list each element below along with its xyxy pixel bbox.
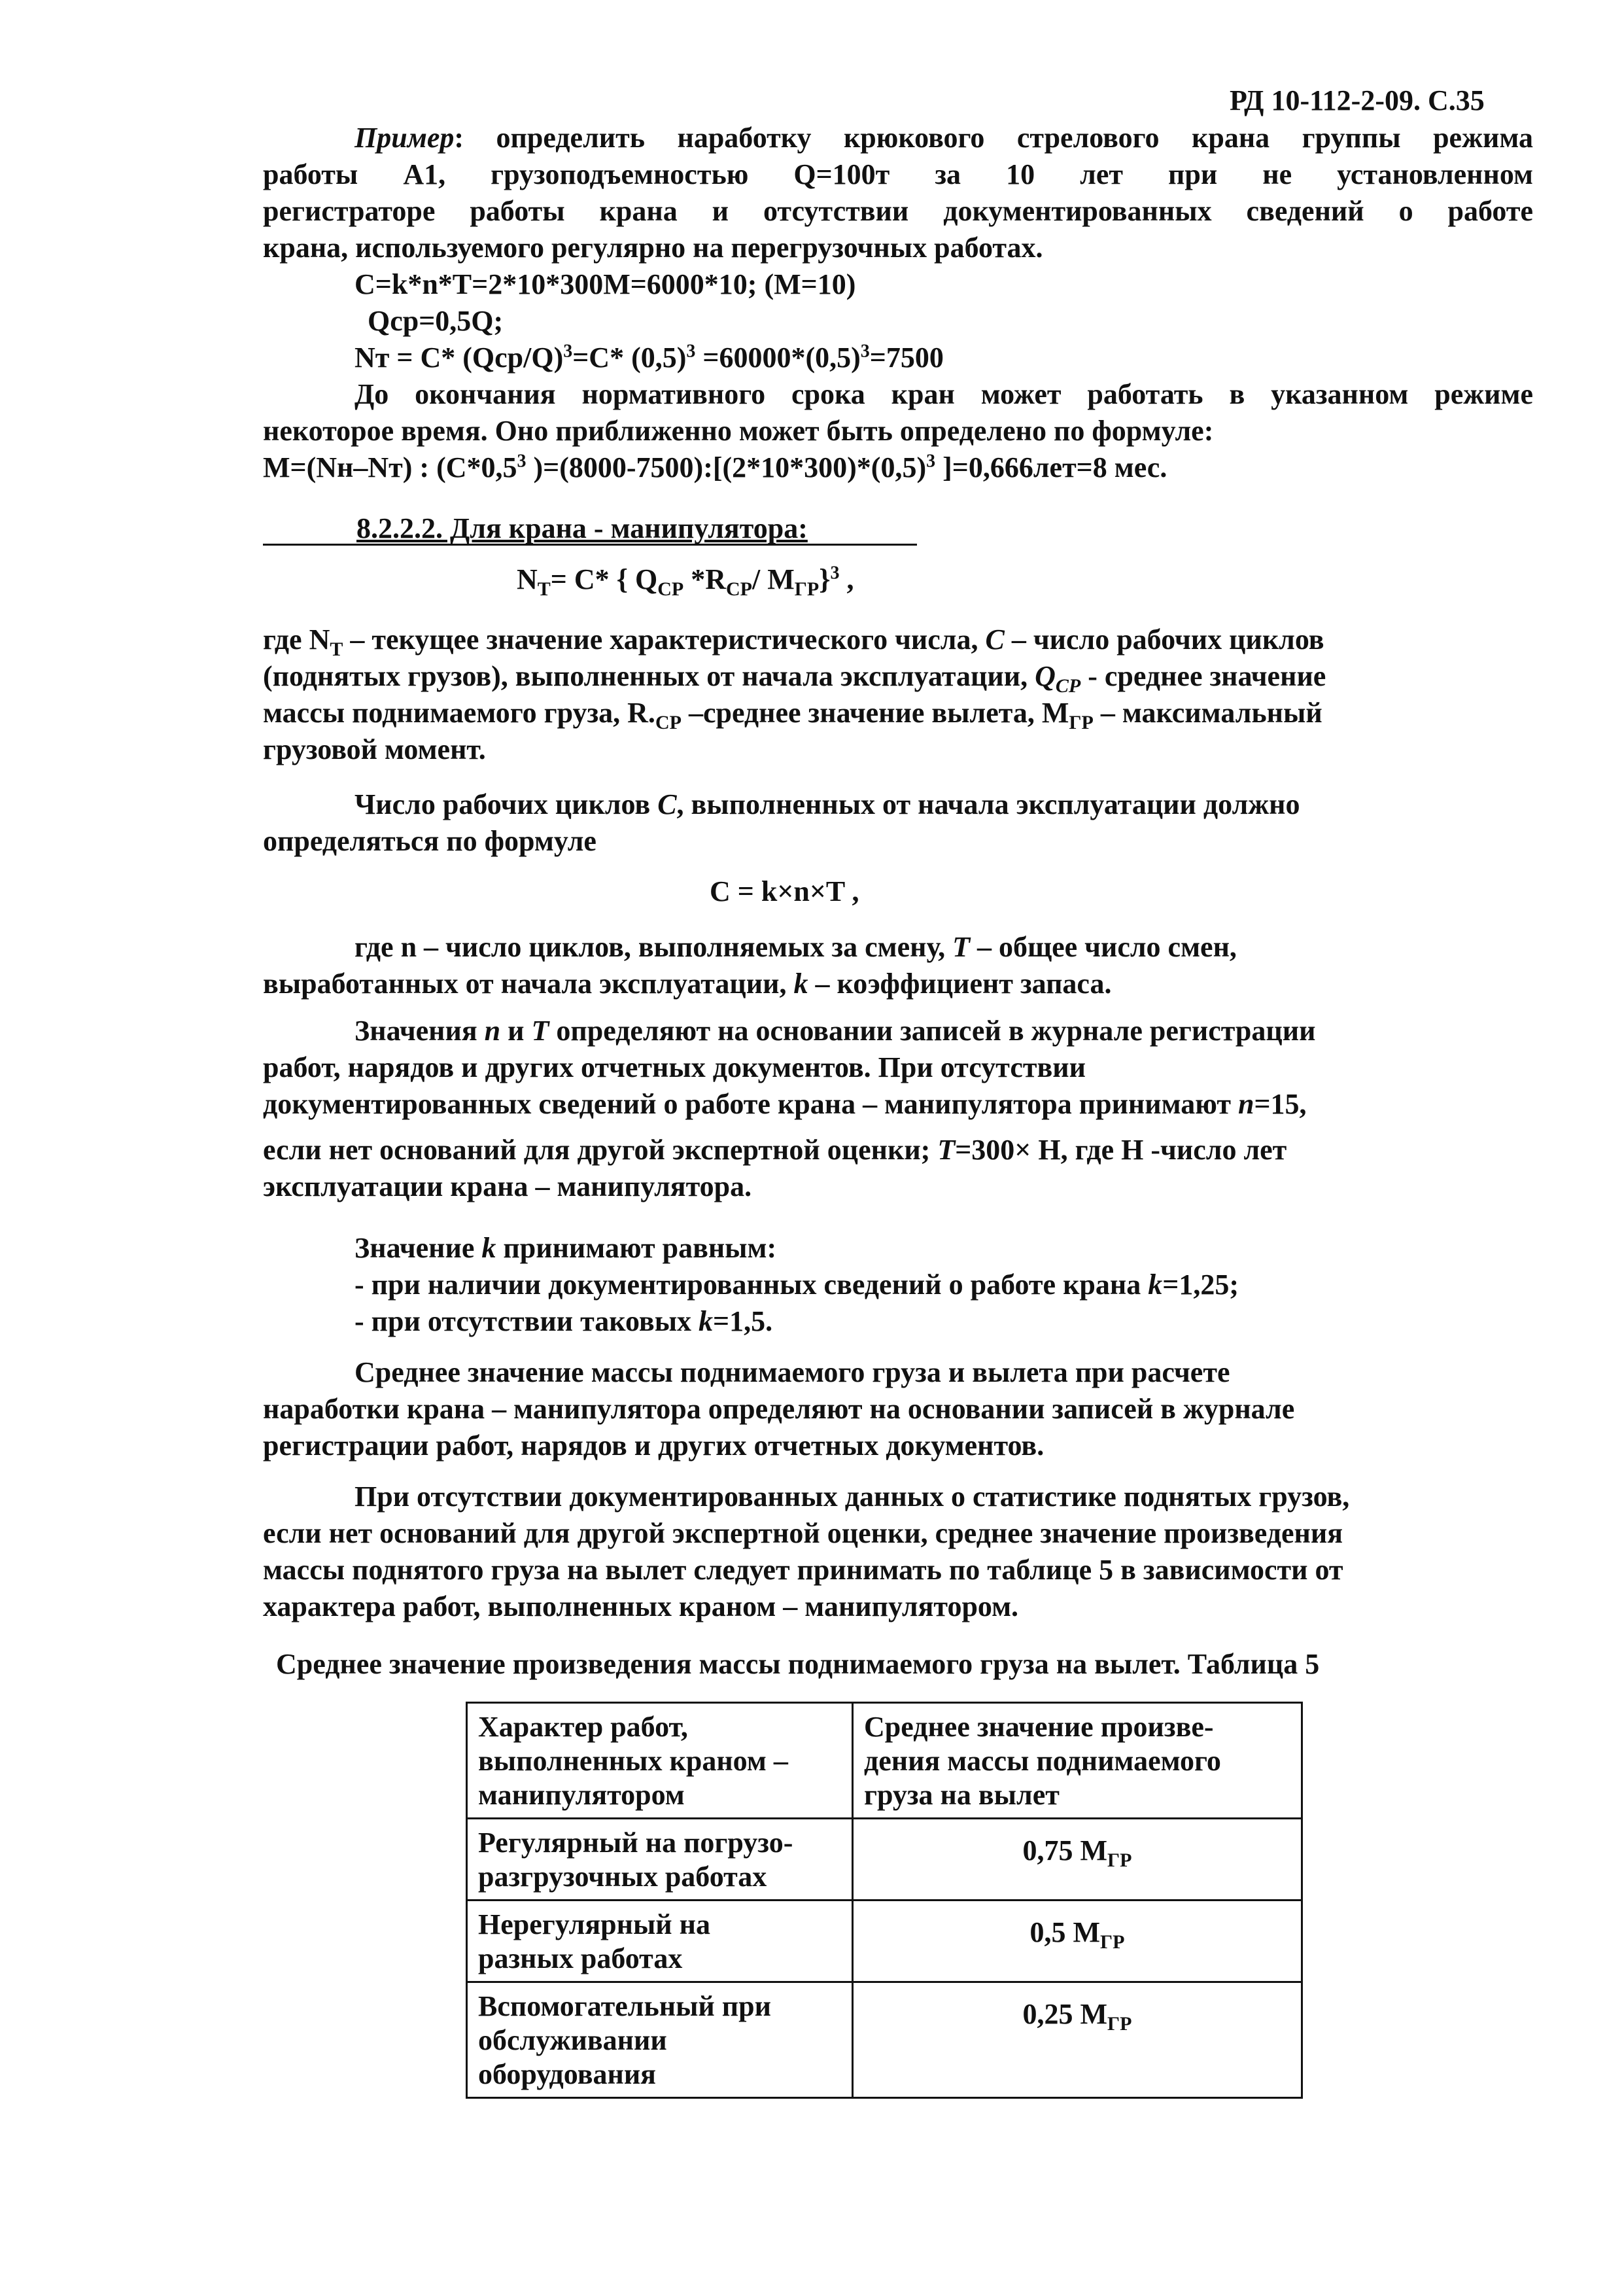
cycles-line-2: определяться по формуле (263, 825, 596, 857)
formula-nt: Nт = C* $(Qср/Q)^3=C*$ $(0,5)^3 =60000*(0,5)^3=7500$ (354, 341, 944, 374)
explanation-line-4: грузовой момент. (263, 733, 486, 765)
table-header-value: Среднее значение произве- дения массы поднимаемого груза на вылет (853, 1703, 1302, 1819)
example-paragraph (263, 120, 1533, 486)
example-line-2: работы А1, грузоподъемностью Q=100т за 10 лет при не установленном (263, 158, 1533, 190)
table-row (467, 1819, 1302, 1901)
table-cell-work: Вспомогательный при обслуживании оборудования (467, 1982, 853, 2098)
no-data-line-1: При отсутствии документированных данных о статистике поднятых грузов, (354, 1480, 1350, 1513)
explanation-line-2: (поднятых грузов), выполненных от начала эксплуатации, $Q_{CP}$ - среднее значение (263, 660, 1326, 697)
avg-mass-line-2: наработки крана – манипулятора определяют на основании записей в журнале (263, 1393, 1295, 1425)
avg-mass-line-3: регистрации работ, нарядов и других отчетных документов. (263, 1429, 1045, 1462)
cycles-where-line-1: где n – число циклов, выполняемых за смену, T – общее число смен, (354, 931, 1237, 963)
example-label: Пример (354, 122, 455, 154)
cycles-where-line-2: выработанных от начала эксплуатации, k – коэффициент запаса. (263, 968, 1112, 1000)
table-header-row (467, 1703, 1302, 1819)
cycles-formula: С = k×n×T , (710, 875, 859, 907)
values-line-4: если нет оснований для другой экспертной оценки; T=300× Н, где Н -число лет (263, 1134, 1287, 1166)
table-cell-value: 0,5 $М_{ГР}$ (853, 1901, 1302, 1982)
no-data-line-4: характера работ, выполненных краном – манипулятором. (263, 1590, 1019, 1622)
remaining-time-line-1: До окончания нормативного срока кран может работать в указанном режиме (354, 378, 1533, 410)
table-cell-value: 0,75 $М_{ГР}$ (853, 1819, 1302, 1901)
table-header-work: Характер работ, выполненных краном – манипулятором (467, 1703, 853, 1819)
remaining-time-line-2: некоторое время. Оно приближенно может быть определено по формуле: (263, 415, 1214, 447)
k-values-paragraph (263, 1230, 1533, 1340)
no-data-line-3: массы поднятого груза на вылет следует принимать по таблице 5 в зависимости от (263, 1554, 1343, 1586)
values-nt-paragraph (263, 1013, 1533, 1205)
k-line-2: - при наличии документированных сведений о работе крана k=1,25; (354, 1269, 1239, 1301)
k-line-3: - при отсутствии таковых k=1,5. (354, 1305, 773, 1337)
values-line-3: документированных сведений о работе крана – манипулятора принимают n=15, (263, 1088, 1307, 1120)
table-5 (466, 1702, 1303, 2099)
table-cell-work: Нерегулярный на разных работах (467, 1901, 853, 1982)
cycles-where (263, 929, 1533, 1002)
page-reference: РД 10-112-2-09. С.35 (1230, 84, 1485, 116)
example-line-3: регистраторе работы крана и отсутствии документированных сведений о работе (263, 195, 1533, 227)
table-caption: Среднее значение произведения массы поднимаемого груза на вылет. Таблица 5 (276, 1648, 1320, 1680)
formula-qcp: Qср=0,5Q; (368, 305, 504, 337)
no-data-paragraph (263, 1479, 1533, 1625)
values-line-1: Значения n и T определяют на основании записей в журнале регистрации (354, 1015, 1316, 1047)
table-row (467, 1901, 1302, 1982)
explanation-line-3: массы поднимаемого груза, $R._{CP}$ –среднее значение вылета, $M_{ГР}$ – максимальный (263, 697, 1322, 733)
manipulator-formula: $N_T= C*$ { $Q_{CP}$ $*R_{CP}/$ $M_{ГР}\}^3$ , (517, 563, 854, 600)
values-line-5: эксплуатации крана – манипулятора. (263, 1170, 752, 1202)
explanation-line-1: где $N_T$ – текущее значение характеристического числа, С – число рабочих циклов (263, 623, 1324, 660)
formula-explanation (263, 622, 1533, 768)
values-line-2: работ, нарядов и других отчетных документов. При отсутствии (263, 1051, 1086, 1083)
example-line-1: Пример: определить наработку крюкового стрелового крана группы режима (354, 122, 1533, 154)
avg-mass-paragraph (263, 1354, 1533, 1464)
cycles-paragraph (263, 786, 1533, 860)
table-row (467, 1982, 1302, 2098)
cycles-line-1: Число рабочих циклов С, выполненных от начала эксплуатации должно (354, 788, 1300, 820)
table-cell-value: 0,25 $М_{ГР}$ (853, 1982, 1302, 2098)
k-line-1: Значение k принимают равным: (354, 1232, 777, 1264)
no-data-line-2: если нет оснований для другой экспертной оценки, среднее значение произведения (263, 1517, 1343, 1549)
table-cell-work: Регулярный на погрузо- разгрузочных работах (467, 1819, 853, 1901)
formula-m: M=(Nн–Nт) : ($C*0,5^3$ )$=(8000-7500):[(2*10*300)*(0,5)^3$ ]=0,666лет=8 мес. (263, 451, 1167, 483)
avg-mass-line-1: Среднее значение массы поднимаемого груза и вылета при расчете (354, 1356, 1230, 1388)
section-title: 8.2.2.2. Для крана - манипулятора: (356, 512, 808, 544)
formula-c: С=k*n*T=2*10*300M=6000*10; (M=10) (354, 268, 856, 300)
example-line-4: крана, используемого регулярно на перегрузочных работах. (263, 232, 1043, 264)
